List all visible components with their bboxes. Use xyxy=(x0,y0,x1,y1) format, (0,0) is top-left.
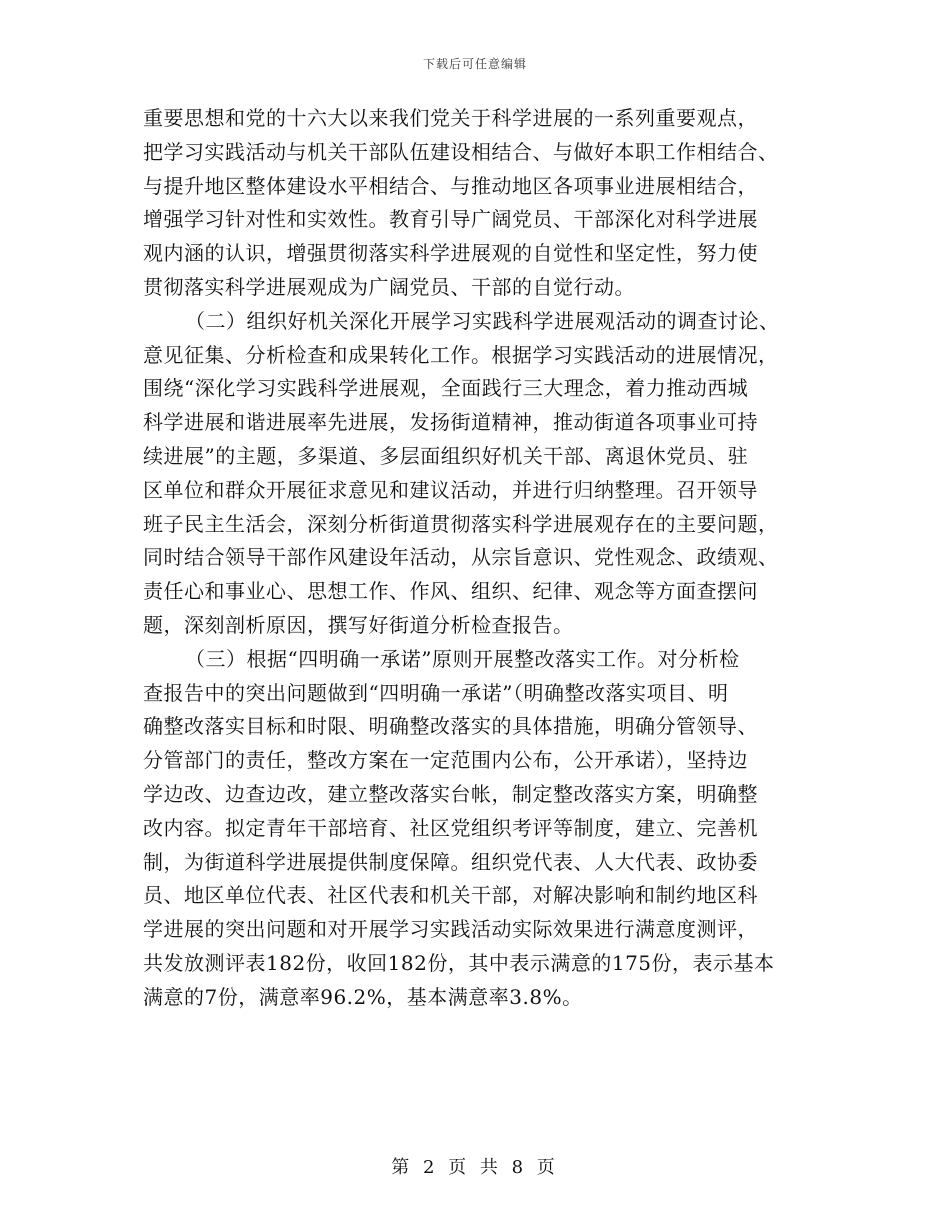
text-line: 确整改落实目标和时限、明确整改落实的具体措施，明确分管领导、 xyxy=(143,714,758,739)
text-line: 与提升地区整体建设水平相结合、与推动地区各项事业进展相结合， xyxy=(143,173,758,198)
text-line: 学边改、边查边改，建立整改落实台帐，制定整改落实方案，明确整 xyxy=(143,781,758,806)
paragraph-2 xyxy=(143,305,823,643)
text-line: 学进展的突出问题和对开展学习实践活动实际效果进行满意度测评， xyxy=(143,917,758,942)
text-line: 观内涵的认识，增强贯彻落实科学进展观的自觉性和坚定性，努力使 xyxy=(143,241,758,266)
paragraph-1 xyxy=(143,102,823,305)
text-line: 制，为街道科学进展提供制度保障。组织党代表、人大代表、政协委 xyxy=(143,849,758,874)
text-line: 责任心和事业心、思想工作、作风、组织、纪律、观念等方面查摆问 xyxy=(143,579,758,604)
text-line: 贯彻落实科学进展观成为广阔党员、干部的自觉行动。 xyxy=(143,274,635,299)
text-line: 员、地区单位代表、社区代表和机关干部，对解决影响和制约地区科 xyxy=(143,883,758,908)
page-header-note: 下载后可任意编辑 xyxy=(422,57,527,71)
text-line: （二）组织好机关深化开展学习实践科学进展观活动的调查讨论、 xyxy=(185,308,780,333)
text-line: 科学进展和谐进展率先进展，发扬街道精神，推动街道各项事业可持 xyxy=(143,410,758,435)
text-line: 重要思想和党的十六大以来我们党关于科学进展的一系列重要观点， xyxy=(143,106,758,130)
text-line: 区单位和群众开展征求意见和建议活动，并进行归纳整理。召开领导 xyxy=(143,477,758,502)
text-line: 增强学习针对性和实效性。教育引导广阔党员、干部深化对科学进展 xyxy=(143,207,758,232)
text-line: 题，深刻剖析原因，撰写好街道分析检查报告。 xyxy=(143,612,574,637)
text-line: 同时结合领导干部作风建设年活动，从宗旨意识、党性观念、政绩观、 xyxy=(143,545,779,570)
text-line: 分管部门的责任，整改方案在一定范围内公布，公开承诺），坚持边 xyxy=(143,748,748,773)
paragraph-3 xyxy=(143,643,823,1015)
text-line: 把学习实践活动与机关干部队伍建设相结合、与做好本职工作相结合、 xyxy=(143,139,779,164)
text-line: 意见征集、分析检查和成果转化工作。根据学习实践活动的进展情况， xyxy=(143,342,779,367)
page-number: 第 2 页 共 8 页 xyxy=(391,1157,559,1178)
text-line: 续进展”的主题，多渠道、多层面组织好机关干部、离退休党员、驻 xyxy=(143,443,749,468)
text-line: 查报告中的突出问题做到“四明确一承诺”（明确整改落实项目、明 xyxy=(143,680,729,705)
text-line: （三）根据“四明确一承诺”原则开展整改落实工作。对分析检 xyxy=(185,646,740,671)
text-line: 共发放测评表182份，收回182份，其中表示满意的175份，表示基本 xyxy=(143,950,775,975)
text-line: 班子民主生活会，深刻分析街道贯彻落实科学进展观存在的主要问题， xyxy=(143,511,779,536)
text-line: 围绕“深化学习实践科学进展观，全面践行三大理念，着力推动西城 xyxy=(143,376,749,401)
text-line: 满意的7份，满意率96.2%，基本满意率3.8%。 xyxy=(143,984,583,1009)
text-line: 改内容。拟定青年干部培育、社区党组织考评等制度，建立、完善机 xyxy=(143,815,758,840)
document-body xyxy=(143,102,823,1015)
